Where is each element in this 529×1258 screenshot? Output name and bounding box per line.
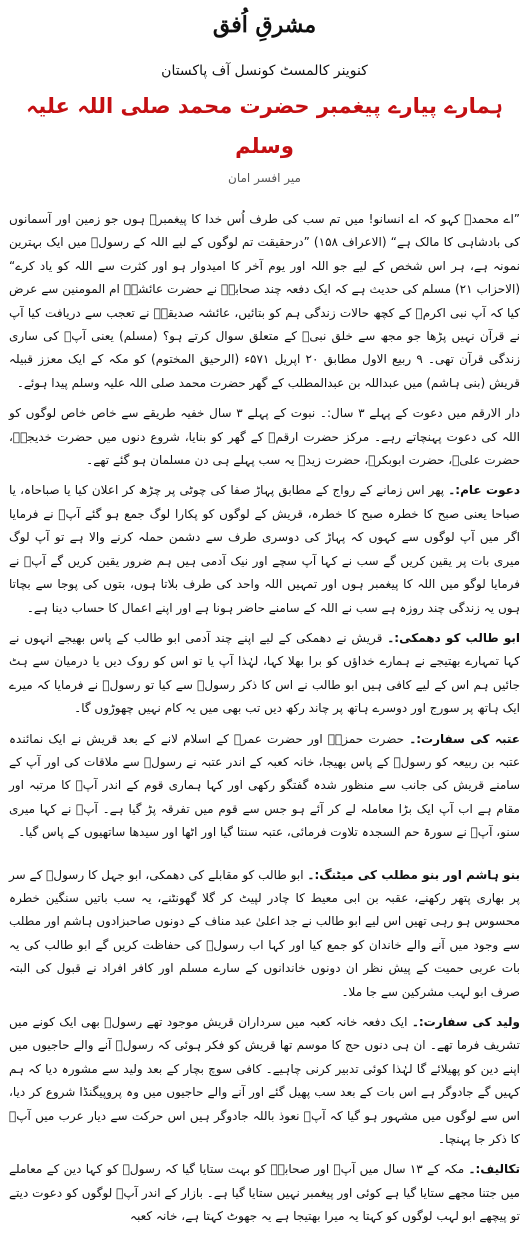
paragraph-text: دار الارقم میں دعوت کے پہلے ۳ سال:۔ نبوت کے پہلے ۳ سال خفیہ طریقے سے خاص خاص لوگوں کو اللہ کی دعوت پہنچاتے رہے۔ مرکز حضرت ارقمؓ کے گھر کو بنایا، شروع دنوں میں حضرت خدیجہؓ، حضرت علیؓ، حضرت ابوبکرؓ، حضرت زیدؓ یہ سب پہلے ہی دن مسلمان ہو گئے تھے۔ xyxy=(9,406,520,468)
masthead: مشرقِ اُفق xyxy=(212,12,317,38)
author-organization: کنوینر کالمسٹ کونسل آف پاکستان xyxy=(161,63,368,79)
paragraph-heading: ولید کی سفارت:۔ xyxy=(411,1015,520,1029)
paragraph-text: پھر اس زمانے کے رواج کے مطابق پہاڑ صفا کی چوٹی پر چڑھ کر اعلان کیا یا صباحاہ، یا صباحا یعنی صبح کا خطرہ صبح کا خطرہ، قریش کے لوگوں کو پکارا لوگ جمع ہو گئے آپؐ نے فرمایا اگر میں آپ لوگوں سے کہوں کہ پہاڑ کی دوسری طرف سے دشمن حملہ کرنے والا ہے تو آپ لوگ میری بات پر یقین کریں گے سب نے کہا آپ سچے اور نیک آدمی ہیں ہم ضرور یقین کریں گے آپؐ نے فرمایا لوگو میں اللہ کا پیغمبر ہوں اور تمہیں اللہ واحد کی طرف بلاتا ہوں، بتوں کی پوجا سے بچاتا ہوں یہ زندگی چند روزہ ہے سب نے اللہ کے سامنے حاضر ہونا ہے اور اپنے اعمال کا حساب دینا ہے۔ xyxy=(9,483,520,615)
article-paragraph xyxy=(9,864,520,1004)
paragraph-text: قریش نے دھمکی کے لیے اپنے چند آدمی ابو طالب کے پاس بھیجے انہوں نے کہا تمہارے بھتیجے نے ہمارے خداؤں کو برا بھلا کہا، لہٰذا آپ یا تو اس کو روک دیں یا درمیان سے ہٹ جائیں ہم اس کے لیے کافی ہیں ابو طالب نے اس کا ذکر رسولؐ سے کیا تو رسولؐ نے فرمایا کہ میرے ایک ہاتھ پر سورج اور دوسرے ہاتھ پر چاند رکھ دیں تب بھی میں یہ کام نہیں چھوڑوں گا۔ xyxy=(9,630,520,716)
article-paragraph xyxy=(9,627,520,721)
article-paragraph xyxy=(9,728,520,845)
article-body xyxy=(9,208,520,1236)
author-name: میر افسر امان xyxy=(228,171,301,185)
paragraph-heading: دعوت عام:۔ xyxy=(448,483,520,498)
paragraph-text: ابو طالب کو مقابلے کی دھمکی، ابو جہل کا رسولؐ کے سر پر بھاری پتھر رکھنے، عقبہ بن ابی معیط کا چادر لپیٹ کر گلا گھونٹنے، یہ سب باتیں سنگین خطرہ محسوس ہو رہی تھیں اس لیے ابو طالب نے جد اعلیٰ عبد مناف کے دونوں صاحبزادوں ہاشم اور مطلب سے وجود میں آنے والے خاندان کو جمع کیا اور کہا اب رسولؐ کی حفاظت کریں گے ابو طالب کی یہ بات عربی حمیت کے پیش نظر ان دونوں خاندانوں کے سارے مسلم اور کافر افراد نے قبول کی البتہ صرف ابو لہب مشرکین سے جا ملا۔ xyxy=(9,867,520,999)
paragraph-spacer xyxy=(9,852,520,864)
paragraph-heading: عتبہ کی سفارت:۔ xyxy=(409,731,520,746)
paragraph-heading: بنو ہاشم اور بنو مطلب کی میٹنگ:۔ xyxy=(307,867,520,882)
article-paragraph xyxy=(9,402,520,472)
paragraph-text: ”اے محمدؐ کہو کہ اے انسانو! میں تم سب کی طرف اُس خدا کا پیغمبرؐ ہوں جو زمین اور آسمانوں کی بادشاہی کا مالک ہے“ (الاعراف ۱۵۸) ”درحقیقت تم لوگوں کے لیے اللہ کے رسولؐ میں ایک بہترین نمونہ ہے، ہر اس شخص کے لیے جو اللہ اور یوم آخر کا امیدوار ہو اور کثرت سے اللہ کو یاد کرے“ (الاحزاب ۲۱) مسلم کی حدیث ہے کہ ایک دفعہ چند صحابہؓ نے حضرت عائشہؓ ام المومنین سے عرض کیا کہ آپ نبی اکرمؐ کے کچھ حالات زندگی ہم کو بتائیں، عائشہ صدیقہؓ نے تعجب سے دریافت کیا آپ نے قرآن نہیں پڑھا جو مجھ سے خلق نبیؐ کے متعلق سوال کرتے ہو؟ (مسلم) یعنی آپؐ کی ساری زندگی قرآن تھی۔ ۹ ربیع الاول مطابق ۲۰ اپریل ۵۷۱ء (الرحیق المختوم) کو مکہ کے ایک معزز قبیلہ قریش (بنی ہاشم) میں عبداللہ بن عبدالمطلب کے گھر حضرت محمد صلی اللہ علیہ وسلم پیدا ہوئے۔ xyxy=(9,212,521,390)
paragraph-text: مکہ کے ۱۳ سال میں آپؐ اور صحابہؓ کو بہت ستایا گیا کہ رسولؐ کو کہا دین کے معاملے میں جتنا مجھے ستایا گیا ہے کوئی اور پیغمبر نہیں ستایا گیا ہے۔ بازار کے اندر آپؐ لوگوں کو دعوت دیتے تو پیچھے ابو لہب لوگوں کو کہتا یہ میرا بھتیجا ہے یہ جھوٹ کہتا ہے، خانہ کعبہ xyxy=(9,1162,520,1224)
paragraph-text: حضرت حمزہؓ اور حضرت عمرؓ کے اسلام لانے کے بعد قریش نے ایک نمائندہ عتبہ بن ربیعہ کو رسولؐ کے پاس بھیجا، خانہ کعبہ کے اندر عتبہ نے رسولؐ سے ملاقات کی اور آپ کے سامنے قریش کی جانب سے منظور شدہ گفتگو رکھی اور کہا ہماری قوم کے اندر آپؐ کا مرتبہ اور مقام ہے اب آپ ایک بڑا معاملہ لے کر آئے ہو جس سے قوم میں تفرقہ پڑ گیا ہے۔ آپؐ نے کہا میری سنو، آپؐ نے سورۃ حم السجدہ تلاوت فرمائی، عتبہ سنتا گیا اور اٹھا اور سیدھا ساتھیوں کے پاس گیا۔ xyxy=(9,731,520,840)
paragraph-text: ایک دفعہ خانہ کعبہ میں سرداران قریش موجود تھے رسولؐ بھی ایک کونے میں تشریف فرما تھے۔ ان ہی دنوں حج کا موسم تھا قریش کو فکر ہوئی کہ رسولؐ آنے والے حاجیوں میں اپنے دین کو پھیلائے گا لہٰذا کوئی تدبیر کرنی چاہیے۔ کافی سوچ بچار کے بعد ولید سے مشورہ دیا کہ ہم کہیں گے جادوگر ہے اس بات کے بعد سب پھیل گئے اور آنے والے حاجیوں میں وہ پروپیگنڈا شروع کر دیا، اس سے لوگوں میں مشہور ہو گیا کہ آپؐ نعوذ باللہ جادوگر ہیں اس حرکت سے دیار عرب میں آپؐ کا ذکر جا پہنچا۔ xyxy=(9,1015,520,1147)
paragraph-heading: تکالیف:۔ xyxy=(468,1162,520,1177)
article-paragraph xyxy=(9,479,520,619)
article-title: ہمارے پیارے پیغمبر حضرت محمد صلی اللہ علیہ وسلم xyxy=(26,94,503,158)
paragraph-heading: ابو طالب کو دھمکی:۔ xyxy=(387,630,520,645)
article-paragraph xyxy=(9,208,520,395)
article-paragraph xyxy=(9,1158,520,1228)
article-paragraph xyxy=(9,1011,520,1151)
